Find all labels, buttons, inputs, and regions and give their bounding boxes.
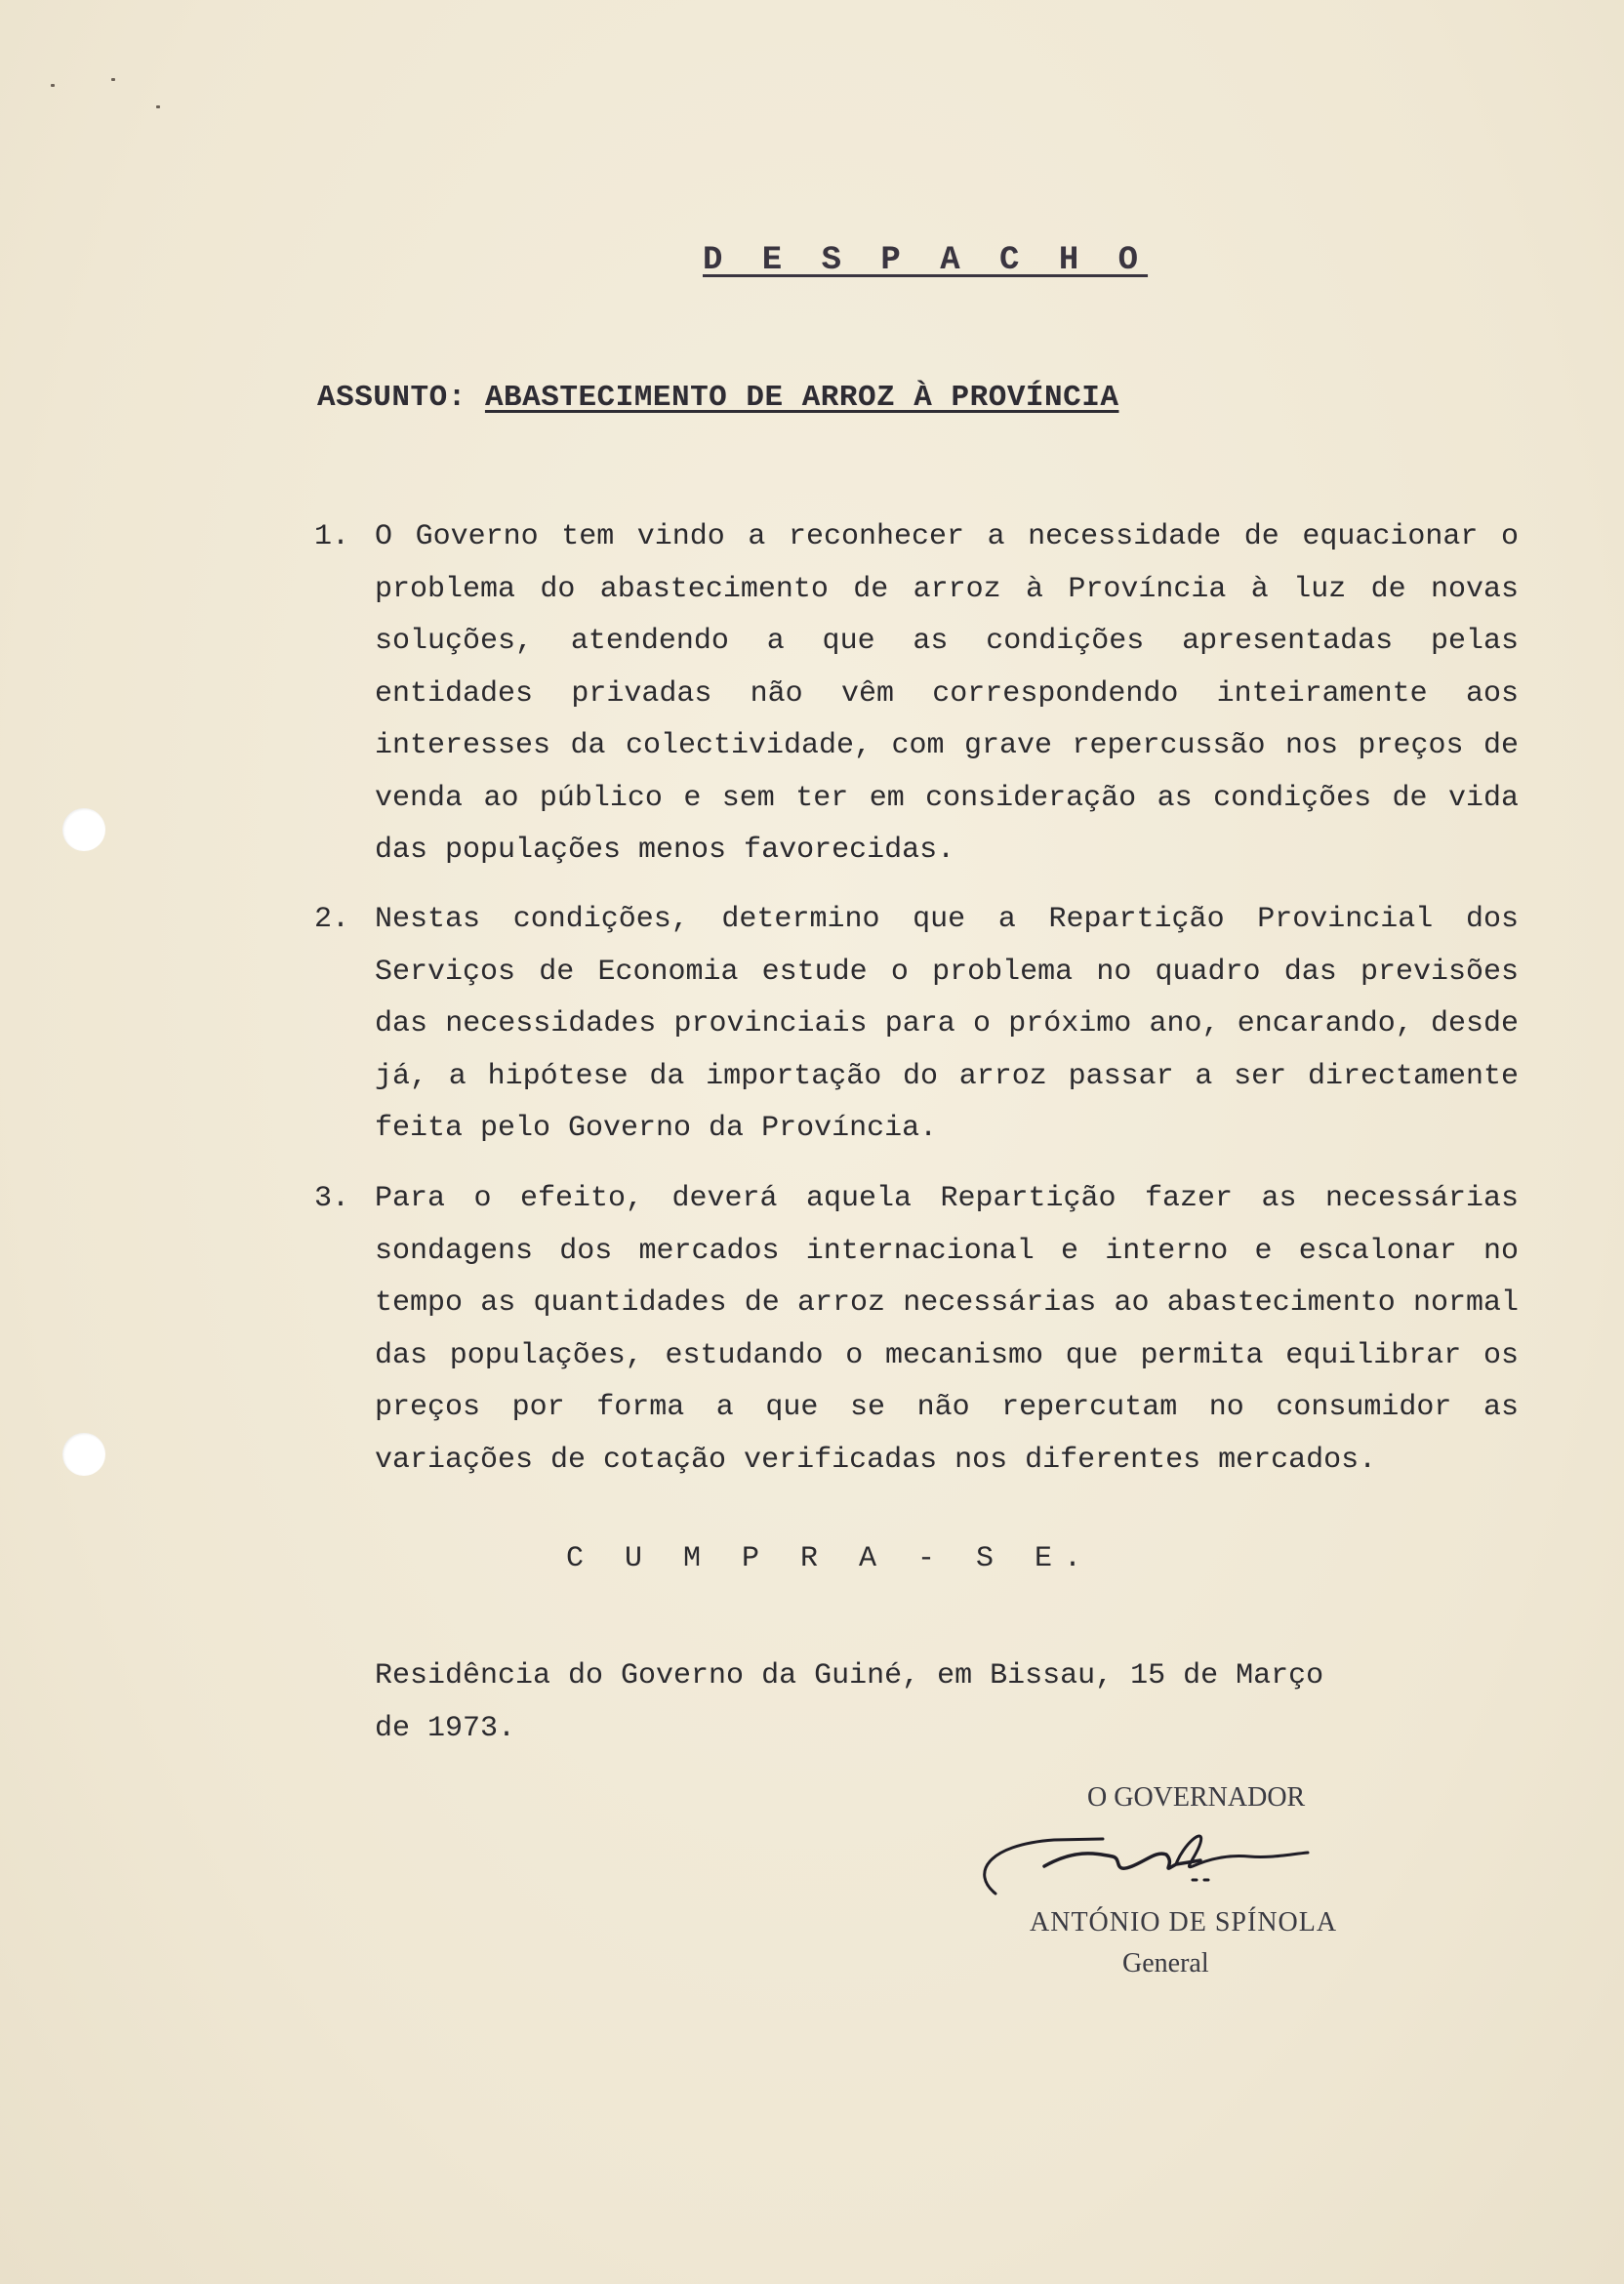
signatory-name: ANTÓNIO DE SPÍNOLA [1030,1907,1338,1937]
paragraph-number: 2. [314,903,350,936]
signatory-rank: General [1122,1948,1209,1978]
closing-line-1: Residência do Governo da Guiné, em Bissau, 15 de Março [375,1659,1324,1693]
handwritten-signature [966,1796,1337,1903]
paragraph-text: Nestas condições, determino que a Repartição Provincial dos Serviços de Economia estude o problema no quadro das previsões das necessidades provinciais para o próximo ano, encarando, desde já, a hipótese da importação do arroz passar a ser directamente feita pelo Governo da Província. [375,903,1519,1145]
subject-line [317,381,1118,415]
paragraph-2 [314,894,1534,1156]
subject-label: ASSUNTO: [317,381,467,415]
paragraph-1 [314,511,1534,877]
punch-hole [62,808,105,851]
paragraph-number: 3. [314,1182,350,1215]
subject-text: ABASTECIMENTO DE ARROZ À PROVÍNCIA [484,381,1119,415]
paper-speck [111,78,115,81]
paragraph-text: Para o efeito, deverá aquela Repartição fazer as necessárias sondagens dos mercados internacional e interno e escalonar no tempo as quantidades de arroz necessárias ao abastecimento normal das populações, estudando o mecanismo que permita equilibrar os preços por forma a que se não repercutam no consumidor as variações de cotação verificadas nos diferentes mercados. [375,1182,1519,1477]
paper-speck [156,105,160,108]
document-title: D E S P A C H O [703,242,1149,279]
paper-speck [51,84,55,87]
cumpra-se: C U M P R A - S E. [566,1542,1094,1575]
punch-hole [62,1433,105,1476]
signatory-title: O GOVERNADOR [1087,1782,1306,1813]
paragraph-text: O Governo tem vindo a reconhecer a necessidade de equacionar o problema do abastecimento de arroz à Província à luz de novas soluções, atendendo a que as condições apresentadas pelas entidades privadas não vêm correspondendo inteiramente aos interesses da colectividade, com grave repercussão nos preços de venda ao público e sem ter em consideração as condições de vida das populações menos favorecidas. [375,520,1519,867]
paragraph-number: 1. [314,520,350,553]
paragraph-3 [314,1173,1534,1487]
closing-line-2: de 1973. [375,1712,516,1745]
closing-place-date [375,1650,1517,1755]
